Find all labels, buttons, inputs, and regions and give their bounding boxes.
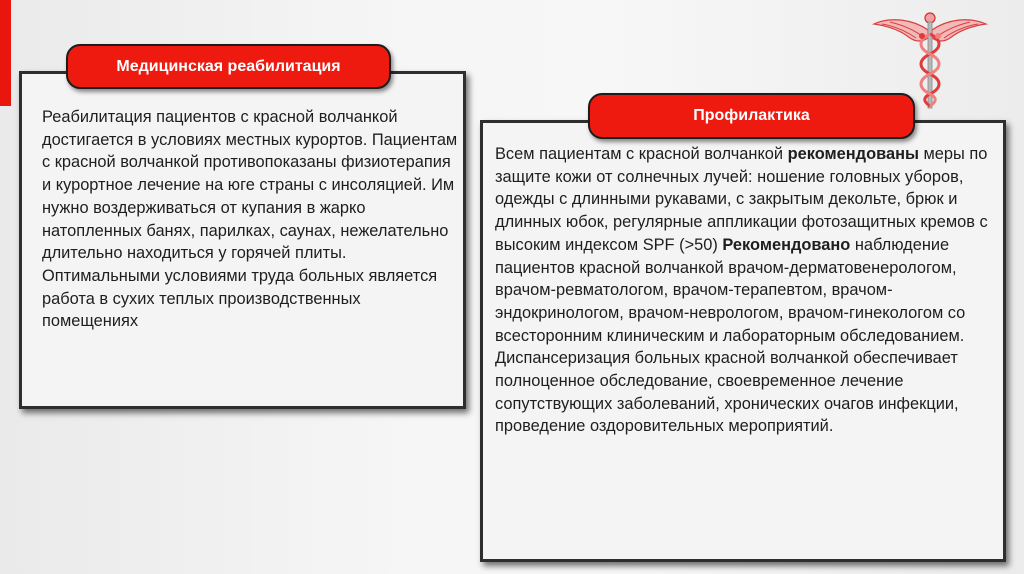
prevention-intro: Всем пациентам с красной волчанкой xyxy=(495,145,788,163)
prevention-title: Профилактика xyxy=(588,93,915,139)
prevention-recommended-bold: рекомендованы xyxy=(787,145,919,163)
left-accent-bar xyxy=(0,0,11,106)
rehabilitation-title: Медицинская реабилитация xyxy=(66,44,391,89)
rehabilitation-text: Реабилитация пациентов с красной волчанкой достигается в условиях местных курортов. Пациентам с красной волчанкой противопоказаны физиотерапия и курортное лечение на юге страны с инсоляцией. Им нужно воздерживаться от купания в жарко натопленных банях, парилках, саунах, нежелательно длительно находиться у горячей плиты. Оптимальными условиями труда больных является работа в сухих теплых производственных помещениях xyxy=(42,108,458,331)
caduceus-icon xyxy=(870,4,990,112)
prevention-observation-bold: Рекомендовано xyxy=(722,235,851,254)
prevention-measures: меры по защите кожи от солнечных лучей: ношение головных уборов, одежды с длинными рукавами, с закрытым декольте, брюк и длинных юбок, регулярные аппликации фотозащитных кремов с высоким индексом SPF (>50) xyxy=(495,145,988,254)
prevention-observation: наблюдение пациентов красной волчанкой врачом-дерматовенерологом, врачом-ревматологом, врачом-терапевтом, врачом-эндокринологом, врачом-неврологом, врачом-гинекологом со всесторонним клиническим и лабораторным обследованием. Диспансеризация больных красной волчанкой обеспечивает полноценное обследование, своевременное лечение сопутствующих заболеваний, хронических очагов инфекции, проведение оздоровительных мероприятий. xyxy=(495,235,966,436)
prevention-text xyxy=(495,143,1003,438)
